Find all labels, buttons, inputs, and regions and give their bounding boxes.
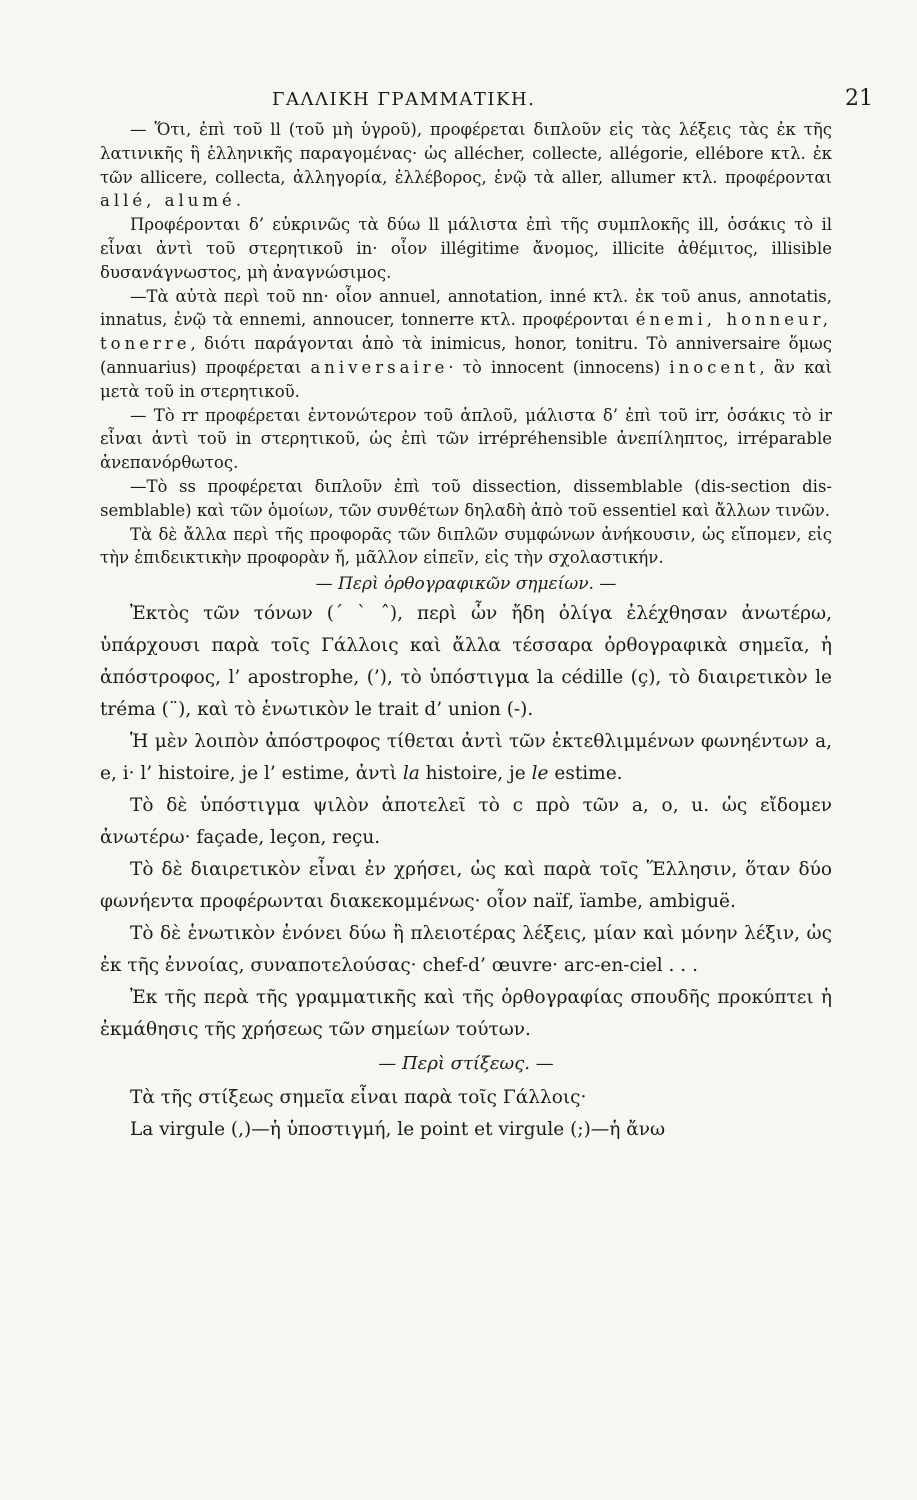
paragraph: — Τὸ rr προφέρεται ἐντονώτερον τοῦ ἁπλοῦ, μάλιστα δ’ ἐπὶ τοῦ irr, ὁσάκις τὸ ir εἶναι ἀντὶ τοῦ in στερητικοῦ, ὡς ἐπὶ τῶν irrépréhensible ἀνεπίληπτος, irréparable ἀνεπανόρθωτος. [100,405,832,473]
paragraph: Ἐκ τῆς περὰ τῆς γραμματικῆς καὶ τῆς ὀρθογραφίας σπουδῆς προκύπτει ἡ ἐκμάθησις τῆς χρήσεως τῶν σημείων τούτων. [100,987,832,1041]
paragraph: Ἐκτὸς τῶν τόνων (´ ` ˆ), περὶ ὧν ἤδη ὀλίγα ἐλέχθησαν ἀνωτέρω, ὑπάρχουσι παρὰ τοῖς Γάλλοις καὶ ἄλλα τέσσαρα ὀρθογραφικὰ σημεῖα, ἡ ἀπόστροφος, l’ apostrophe, (’), τὸ ὑπόστιγμα la cédille (ç), τὸ διαιρετικὸν le tréma (¨), καὶ τὸ ἑνωτικὸν le trait d’ union (-). [100,603,832,721]
running-head [100,86,873,111]
paragraph: Τὸ δὲ διαιρετικὸν εἶναι ἐν χρήσει, ὡς καὶ παρὰ τοῖς Ἕλλησιν, ὅταν δύο φωνήεντα προφέρωνται διακεκομμένως· οἷον naïf, ïambe, ambiguë. [100,859,832,913]
paragraph: Ἡ μὲν λοιπὸν ἀπόστροφος τίθεται ἀντὶ τῶν ἐκτεθλιμμένων φωνηέντων a, e, i· l’ histoire, je l’ estime, ἀντὶ la histoire, je le estime. [100,731,832,785]
page-body [100,118,832,1146]
paragraph: Προφέρονται δ’ εὐκρινῶς τὰ δύω ll μάλιστα ἐπὶ τῆς συμπλοκῆς ill, ὁσάκις τὸ il εἶναι ἀντὶ τοῦ στερητικοῦ in· οἷον illégitime ἄνομος, illicite ἀθέμιτος, illisible δυσανάγνωστος, μὴ ἀναγνώσιμος. [100,215,832,282]
paragraph: Τὰ τῆς στίξεως σημεῖα εἶναι παρὰ τοῖς Γάλλοις· [130,1087,587,1109]
paragraph: La virgule (,)—ἡ ὑποστιγμή, le point et virgule (;)—ἡ ἄνω [130,1119,666,1141]
page-title: ΓΑΛΛΙΚΗ ΓΡΑΜΜΑΤΙΚΗ. [272,89,536,110]
paragraph: —Τὸ ss προφέρεται διπλοῦν ἐπὶ τοῦ dissection, dissemblable (dis-section dis-semblable) καὶ τῶν ὁμοίων, τῶν συνθέτων δηλαδὴ ἀπὸ τοῦ essentiel καὶ ἄλλων τινῶν. [100,476,832,520]
paragraph: Τὸ δὲ ὑπόστιγμα ψιλὸν ἀποτελεῖ τὸ c πρὸ τῶν a, o, u. ὡς εἴδομεν ἀνωτέρω· façade, leçon, reçu. [100,795,832,849]
paragraph: Τὰ δὲ ἄλλα περὶ τῆς προφορᾶς τῶν διπλῶν συμφώνων ἀνήκουσιν, ὡς εἴπομεν, εἰς τὴν ἐπιδεικτικὴν προφορὰν ἤ, μᾶλλον εἰπεῖν, εἰς τὴν σχολαστικήν. [100,524,832,568]
paragraph: Τὸ δὲ ἑνωτικὸν ἑνόνει δύω ἢ πλειοτέρας λέξεις, μίαν καὶ μόνην λέξιν, ὡς ἐκ τῆς ἐννοίας, συναποτελούσας· chef-d’ œuvre· arc-en-ciel . . . [100,923,832,977]
section-heading: — Περὶ στίξεως. — [378,1053,554,1075]
paragraph: — Ὅτι, ἐπὶ τοῦ ll (τοῦ μὴ ὑγροῦ), προφέρεται διπλοῦν εἰς τὰς λέξεις τὰς ἐκ τῆς λατινικῆς ἢ ἑλληνικῆς παραγομένας· ὡς allécher, collecte, allégorie, ellébore κτλ. ἐκ τῶν allicere, collecta, ἀλληγορία, ἐλλέβορος, ἐνῷ τὰ aller, allumer κτλ. προφέρονται allé, alumé. [100,120,832,211]
section-heading: — Περὶ ὀρθογραφικῶν σημείων. — [315,574,617,595]
paragraph: —Τὰ αὐτὰ περὶ τοῦ nn· οἷον annuel, annotation, inné κτλ. ἐκ τοῦ anus, annotatis, innatus, ἐνῷ τὰ ennemi, annoucer, tonnerre κτλ. προφέρονται énemi, honneur, tonerre, διότι παράγονται ἀπὸ τὰ inimicus, honor, tonitru. Τὸ anniversaire ὅμως (annuarius) προφέρεται aniversaire· τὸ innocent (innocens) inocent, ἂν καὶ μετὰ τοῦ in στερητικοῦ. [100,286,832,401]
page-number: 21 [845,86,873,111]
